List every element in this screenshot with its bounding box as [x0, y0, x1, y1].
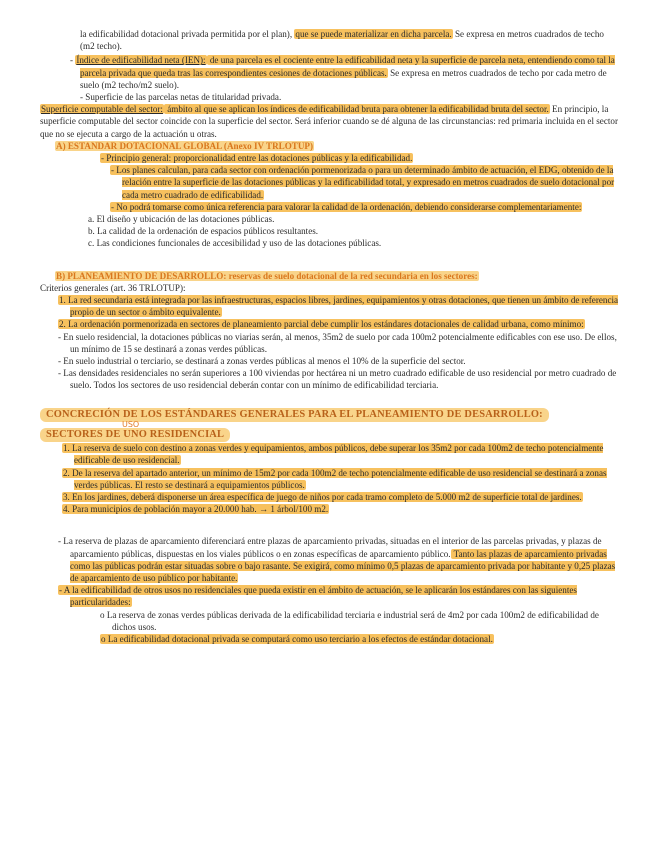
text: Se expresa en metros cuadrados de techo por cada metro de suelo (m2 techo/m2 suelo).	[80, 67, 607, 90]
section-a-title: A) ESTANDAR DOTACIONAL GLOBAL (Anexo IV TRLOTUP)	[56, 140, 314, 151]
spacer	[40, 250, 620, 270]
highlight: de una parcela es el cociente entre la edificabilidad neta y la superficie de parcela neta, entendiendo como tal la parcela privada que queda tras las correspondientes cesiones de dotaciones públicas.	[80, 55, 615, 78]
handwritten-annotation: USO	[122, 419, 140, 429]
list-item: 4. Para municipios de población mayor a 20.000 hab. → 1 árbol/100 m2.	[63, 504, 329, 515]
term-ien: Índice de edificabilidad neta (IEN):	[76, 55, 206, 66]
text: Se expresa en metros cuadrados de techo (m2 techo).	[80, 29, 604, 52]
concrecion-title: CONCRECIÓN DE LOS ESTÁNDARES GENERALES PARA EL PLANEAMIENTO DE DESARROLLO:	[40, 408, 549, 422]
list-item: - En suelo industrial o terciario, se destinará a zonas verdes públicas al menos el 10% de la superficie del sector.	[58, 356, 466, 367]
highlight: que se puede materializar en dicha parcela.	[295, 29, 452, 39]
list-item: a. El diseño y ubicación de las dotaciones públicas.	[88, 214, 275, 225]
paragraph-otros-usos: - A la edificabilidad de otros usos no residenciales que pueda existir en el ámbito de actuación, se le aplicarán los estándares con las siguientes particularidades:	[59, 585, 577, 608]
spacer	[40, 392, 620, 408]
highlight: Tanto las plazas de aparcamiento privadas como las públicas podrán estar situadas sobre o bajo rasante. Se exigirá, como mínimo 0,5 plazas de aparcamiento privada por habitante y 0,25 plazas de aparcamiento de uso público por habitante.	[70, 548, 616, 583]
list-item: - Principio general: proporcionalidad entre las dotaciones públicas y la edificabilidad.	[101, 153, 413, 164]
list-item: 2. De la reserva del apartado anterior, un mínimo de 15m2 por cada 100m2 de techo potencialmente edificable de uso residencial se destinará a zonas verdes públicas. El resto se destinará a equipamientos públicos.	[63, 467, 607, 490]
list-item: o La reserva de zonas verdes públicas derivada de la edificabilidad terciaria e industrial será de 4m2 por cada 100m2 de edificabilidad de dichos usos.	[100, 609, 599, 632]
list-item: o La edificabilidad dotacional privada se computará como uso terciario a los efectos de estándar dotacional.	[101, 633, 493, 644]
section-b-heading	[40, 270, 620, 282]
annotation-row	[40, 419, 620, 429]
section-a-heading	[40, 140, 620, 152]
document-body	[40, 28, 620, 645]
list-item: - Los planes calculan, para cada sector con ordenación pormenorizada o para un determinado ámbito de actuación, el EDG, obtenido de la relación entre la superficie de las dotaciones públicas y la edificabilidad total, y expresado en metros cuadrados de suelo dotacional por cada metro cuadrado de edificabilidad.	[111, 165, 615, 200]
spacer	[40, 515, 620, 535]
list-item: 3. En los jardines, deberá disponerse un área específica de juego de niños por cada tramo completo de 5.000 m2 de superficie total de jardines.	[63, 491, 582, 502]
text: En principio, la superficie computable del sector coincide con la superficie del sector. Será inferior cuando se dé alguna de las circunstancias: red primaria incluida en el sector que no se ejecuta a cargo de la actuación u otras.	[40, 104, 618, 139]
sectores-title: SECTORES DE UNO RESIDENCIAL	[40, 428, 230, 442]
list-item: c. Las condiciones funcionales de accesibilidad y uso de las dotaciones públicas.	[88, 238, 382, 249]
paragraph-superficie-parcelas: - Superficie de las parcelas netas de titularidad privada.	[80, 92, 282, 103]
text: la edificabilidad dotacional privada permitida por el plan),	[80, 29, 293, 39]
section-b-title: B) PLANEAMIENTO DE DESARROLLO: reservas de suelo dotacional de la red secundaria en los sectores:	[56, 270, 478, 281]
paragraph-superficie-computable	[40, 103, 620, 140]
list-item: - En suelo residencial, la dotaciones públicas no viarias serán, al menos, 35m2 de suelo por cada 100m2 potencialmente edificables con ese uso. De ellos, un mínimo de 15 se destinará a zonas verdes públicas.	[58, 331, 617, 354]
list-item: 1. La reserva de suelo con destino a zonas verdes y equipamientos, ambos públicos, debe superar los 35m2 por cada 100m2 de techo potencialmente edificable de uso residencial.	[63, 443, 604, 466]
term-superficie-computable: Superficie computable del sector:	[41, 104, 163, 115]
paragraph-ien: - Índice de edificabilidad neta (IEN): de una parcela es el cociente entre la edificabilidad neta y la superficie de parcela neta, entendiendo como tal la parcela privada que queda tras las correspondientes cesiones de dotaciones públicas. Se expresa en metros cuadrados de techo por cada metro de suelo (m2 techo/m2 suelo).	[70, 55, 615, 90]
list-item: 1. La red secundaria está integrada por las infraestructuras, espacios libres, jardines, equipamientos y otras dotaciones, que tienen un ámbito de referencia propio de un sector o ámbito equivalente.	[59, 295, 619, 318]
paragraph-edificabilidad-neta-end	[40, 28, 620, 52]
list-item: - Las densidades residenciales no serán superiores a 100 viviendas por hectárea ni un metro cuadrado edificable de uso residencial por metro cuadrado de suelo. Todos los sectores de uso residencial deberán contar con un mínimo de edificabilidad terciaria.	[58, 368, 617, 391]
criteria-label: Criterios generales (art. 36 TRLOTUP):	[40, 282, 186, 293]
paragraph-aparcamiento: - La reserva de plazas de aparcamiento diferenciará entre plazas de aparcamiento privadas, situadas en el interior de las parcelas privadas, y plazas de aparcamiento públicas, dispuestas en los viales públicos o en zonas específicas de aparcamiento público. Tanto las plazas de aparcamiento privadas como las públicas podrán estar situadas sobre o bajo rasante. Se exigirá, como mínimo 0,5 plazas de aparcamiento privada por habitante y 0,25 plazas de aparcamiento de uso público por habitante.	[58, 536, 616, 583]
list-item: 2. La ordenación pormenorizada en sectores de planeamiento parcial debe cumplir los estándares dotacionales de calidad urbana, como mínimo:	[59, 319, 584, 330]
list-item: - No podrá tomarse como única referencia para valorar la calidad de la ordenación, debiendo considerarse complementariamente:	[111, 201, 582, 212]
list-item: b. La calidad de la ordenación de espacios públicos resultantes.	[88, 226, 319, 237]
highlight: ámbito al que se aplican los índices de edificabilidad bruta para obtener la edificabilidad bruta del sector.	[164, 104, 549, 115]
